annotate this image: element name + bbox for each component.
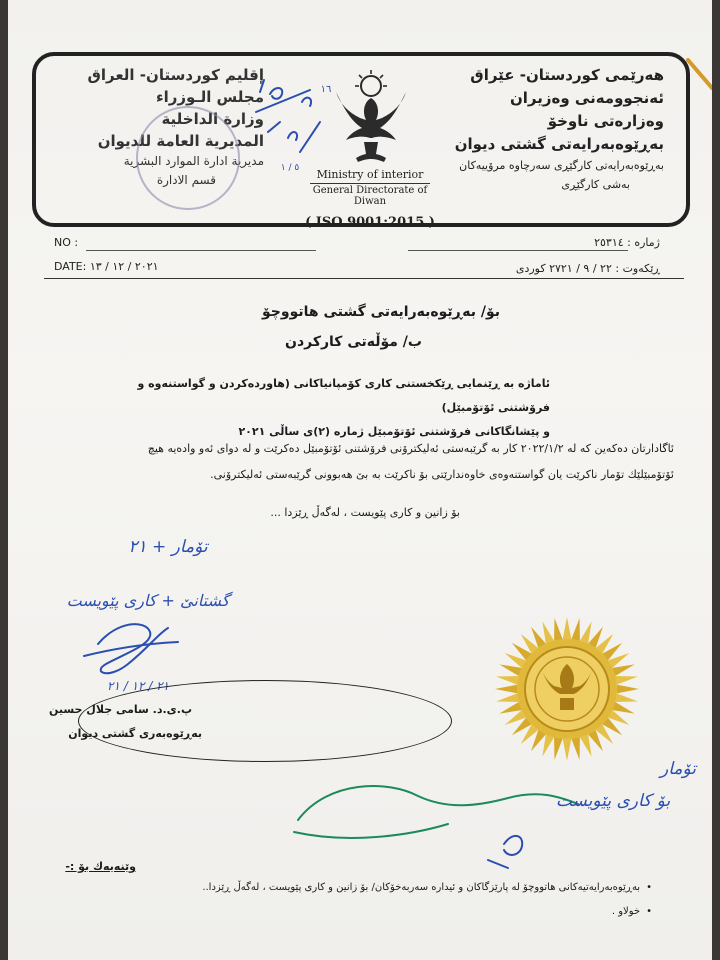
- reference-line-1: ئاماژە بە ڕێنمایی ڕێکخستنی کاری کۆمپانیاکانی (هاوردەکردن و گواستنەوە و فرۆشتنی ئۆتۆمبێل): [137, 377, 550, 414]
- seal-ray: [495, 685, 517, 694]
- kurdish-line: بەڕێوەبەرایەتی گشتی دیوان: [454, 135, 664, 153]
- kurdish-subline: بەڕێوەبەرایەتی کارگێڕی سەرچاوە مرۆییەکان: [459, 159, 664, 172]
- faded-stamp-ring: [136, 106, 240, 210]
- body-paragraph: [34, 436, 674, 488]
- seal-ray: [617, 685, 639, 694]
- seal-ray: [580, 621, 592, 643]
- signatory-name: پ.ی.د. سامی جلال حسین: [48, 703, 192, 716]
- arabic-subline: قسم الادارة: [156, 173, 216, 187]
- seal-ray: [542, 621, 554, 643]
- date-gregorian: DATE: ٢٠٢١ / ١٢ / ١٣: [54, 260, 159, 273]
- reference-line-2: و پێشانگاکانی فرۆشتنی ئۆتۆمبێل ژمارە (٢)ی ساڵی ٢٠٢١: [238, 425, 550, 438]
- no-underline: [86, 250, 316, 251]
- seal-ray: [499, 702, 521, 714]
- iso-certification: ( ISO 9001:2015 ): [305, 215, 435, 230]
- seal-ray: [615, 693, 638, 702]
- blue-handwritten-annotation: [28, 524, 268, 704]
- seal-ray: [496, 693, 519, 702]
- cc-item: • خولاو .: [612, 906, 652, 917]
- kurdish-line: هەرێمی کوردستان- عێراق: [470, 66, 664, 84]
- handwritten-green-register: تۆمار: [659, 759, 697, 779]
- closing-line: بۆ زانین و کاری پێویست ، لەگەڵ ڕێزدا ...: [270, 506, 460, 519]
- seal-ray: [554, 618, 563, 641]
- arabic-line: إقليم كوردستان- العراق: [87, 66, 264, 84]
- seal-ray: [612, 664, 634, 676]
- seal-ray: [499, 664, 521, 676]
- cc-label: وێنەیەك بۆ :-: [65, 860, 136, 873]
- seal-ray: [615, 676, 638, 685]
- arabic-subline: مديرية ادارة الموارد البشرية: [123, 154, 264, 168]
- no-label: NO :: [54, 236, 79, 249]
- cc-item: • بەڕێوەبەرایەتیەکانی هاتووچۆ لە پارێزگاکان و ئیدارە سەربەخۆکان/ بۆ زانین و کاری پێویست ، لەگەڵ ڕێزدا..: [202, 882, 652, 893]
- arabic-line: المديرية العامة للديوان: [97, 132, 264, 150]
- number-underline: [408, 250, 628, 251]
- directorate-name: General Directorate of Diwan: [310, 183, 430, 207]
- header-divider: [44, 278, 684, 279]
- seal-ray: [612, 702, 634, 714]
- seal-ray: [496, 676, 519, 685]
- handwritten-header-number: ١٦: [320, 84, 332, 95]
- handwritten-registration-mark: [240, 62, 340, 172]
- document-number: ژمارە : ٢٥٣١٤: [594, 236, 660, 249]
- handwritten-note-action: گشتانێ + کاری پێویست: [66, 591, 230, 610]
- body-line-2: ئۆتۆمبێلێك تۆمار ناکرێت یان گواستنەوەی خاوەندارێتی بۆ ناکرێت بە بێ هەبوونی گرێبەستی ئەلیکترۆنی.: [210, 468, 674, 481]
- handwritten-note-register: تۆمار + ٢١: [128, 537, 208, 557]
- handwritten-header-date: ٥ / ١: [280, 163, 300, 172]
- ministry-name: Ministry of interior: [316, 168, 424, 181]
- handwritten-green-action: بۆ کاری پێویست: [555, 791, 671, 811]
- seal-ray: [571, 618, 580, 641]
- kurdish-letterhead: [444, 64, 664, 194]
- seal-ray: [563, 617, 572, 639]
- arabic-line: مجلس الـوزراء: [155, 88, 264, 106]
- kurdish-line: ئەنجوومەنی وەزیران: [509, 89, 664, 107]
- recipient-line: بۆ/ بەڕێوەبەرایەتی گشتی هاتووچۆ: [262, 304, 500, 320]
- kurdish-line: وەزارەتی ناوخۆ: [547, 112, 664, 130]
- body-line-1: ئاگادارتان دەکەین کە لە ٢٠٢٢/١/٢ کار بە گرێبەستی ئەلیکترۆنی فرۆشتنی ئۆتۆمبێل دەکرێت و لە دوای ئەو وادەیە هیچ: [147, 442, 674, 455]
- subject-line: ب/ مۆڵەتی کارکردن: [285, 334, 422, 350]
- document-page: [8, 0, 712, 960]
- signatory-title: بەڕێوەبەری گشتی دیوان: [68, 727, 202, 740]
- green-handwritten-annotation: [268, 740, 712, 880]
- date-kurdish: ڕێکەوت : ٢٢ / ٩ / ٢٧٢١ کوردی: [515, 262, 660, 275]
- letterhead-box: [32, 52, 690, 230]
- pencil-icon: [686, 58, 712, 92]
- kurdish-subline: بەشی کارگێڕی: [561, 178, 630, 191]
- arabic-line: وزارة الداخلية: [161, 110, 264, 128]
- handwritten-note-date: ٢١ / ١٢ / ٢١: [106, 679, 170, 693]
- reference-paragraph: [110, 372, 550, 444]
- ministry-block: [290, 168, 450, 230]
